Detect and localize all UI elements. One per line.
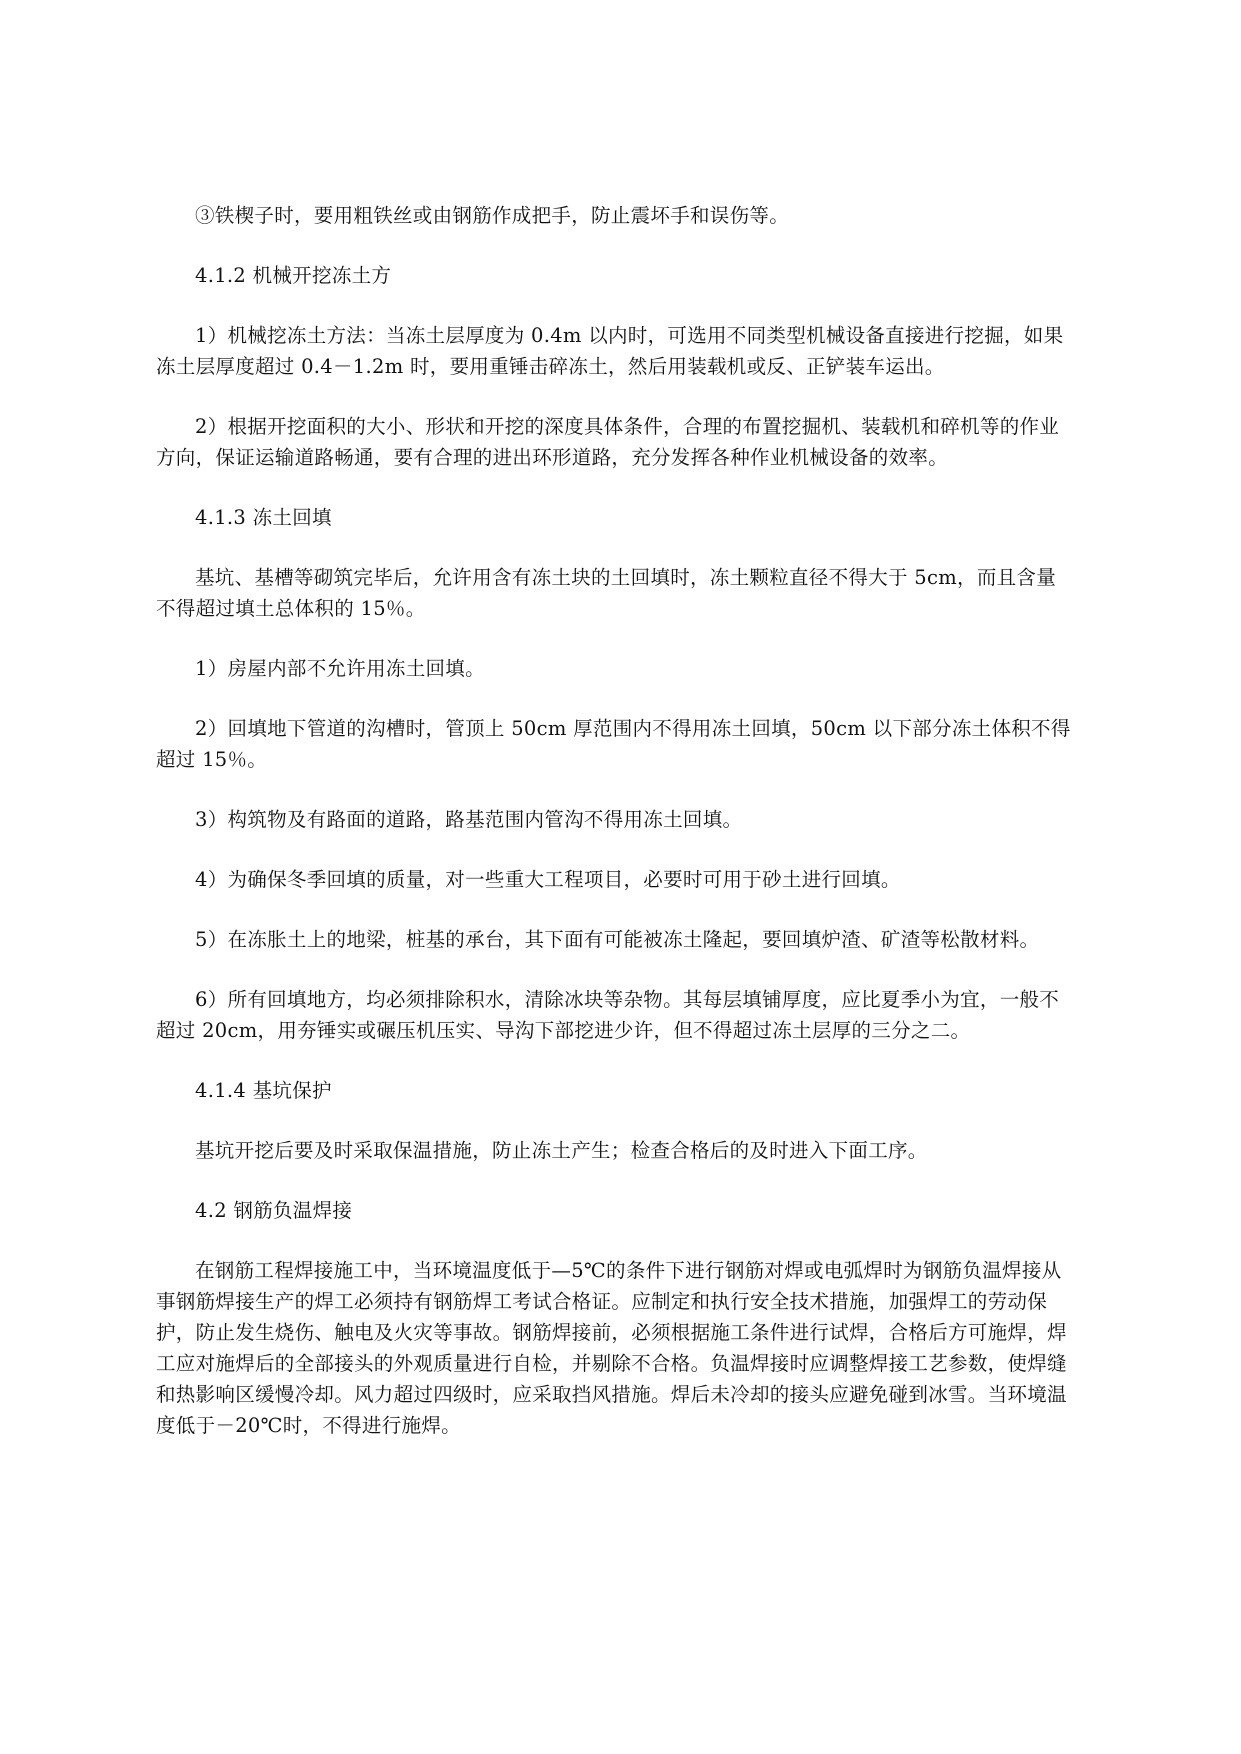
paragraph: 4）为确保冬季回填的质量，对一些重大工程项目，必要时可用于砂土进行回填。: [195, 868, 901, 891]
section-heading-4-1-2: 4.1.2 机械开挖冻土方: [195, 264, 392, 287]
paragraph: ③铁楔子时，要用粗铁丝或由钢筋作成把手，防止震坏手和误伤等。: [195, 204, 790, 227]
paragraph: 1）房屋内部不允许用冻土回填。: [195, 657, 485, 680]
paragraph: 2）回填地下管道的沟槽时，管顶上 50cm 厚范围内不得用冻土回填，50cm 以下部分冻土体积不得超过 15％。: [156, 717, 1071, 771]
paragraph: 2）根据开挖面积的大小、形状和开挖的深度具体条件，合理的布置挖掘机、装载机和碎机等的作业方向，保证运输道路畅通，要有合理的进出环形道路，充分发挥各种作业机械设备的效率。: [156, 415, 1060, 469]
paragraph: 基坑、基槽等砌筑完毕后，允许用含有冻土块的土回填时，冻土颗粒直径不得大于 5cm，而且含量不得超过填土总体积的 15％。: [156, 566, 1057, 620]
section-heading-4-1-4: 4.1.4 基坑保护: [195, 1079, 332, 1102]
paragraph: 在钢筋工程焊接施工中，当环境温度低于—5℃的条件下进行钢筋对焊或电弧焊时为钢筋负温焊接从事钢筋焊接生产的焊工必须持有钢筋焊工考试合格证。应制定和执行安全技术措施，加强焊工的劳动保护，防止发生烧伤、触电及火灾等事故。钢筋焊接前，必须根据施工条件进行试焊，合格后方可施焊，焊工应对施焊后的全部接头的外观质量进行自检，并剔除不合格。负温焊接时应调整焊接工艺参数，使焊缝和热影响区缓慢冷却。风力超过四级时，应采取挡风措施。焊后未冷却的接头应避免碰到冰雪。当环境温度低于－20℃时，不得进行施焊。: [156, 1259, 1067, 1437]
document-body: [156, 200, 1072, 1470]
section-heading-4-1-3: 4.1.3 冻土回填: [195, 506, 332, 529]
paragraph: 基坑开挖后要及时采取保温措施，防止冻土产生；检查合格后的及时进入下面工序。: [195, 1139, 928, 1162]
paragraph: 6）所有回填地方，均必须排除积水，清除冰块等杂物。其每层填铺厚度，应比夏季小为宜，一般不超过 20cm，用夯锤实或碾压机压实、导沟下部挖进少许，但不得超过冻土层厚的三分之二。: [156, 988, 1060, 1042]
paragraph: 1）机械挖冻土方法：当冻土层厚度为 0.4m 以内时，可选用不同类型机械设备直接进行挖掘，如果冻土层厚度超过 0.4－1.2m 时，要用重锤击碎冻土，然后用装载机或反、正铲装车运出。: [156, 324, 1064, 378]
paragraph: 3）构筑物及有路面的道路，路基范围内管沟不得用冻土回填。: [195, 808, 743, 831]
section-heading-4-2: 4.2 钢筋负温焊接: [195, 1199, 353, 1222]
paragraph: 5）在冻胀土上的地梁，桩基的承台，其下面有可能被冻土隆起，要回填炉渣、矿渣等松散材料。: [195, 928, 1040, 951]
